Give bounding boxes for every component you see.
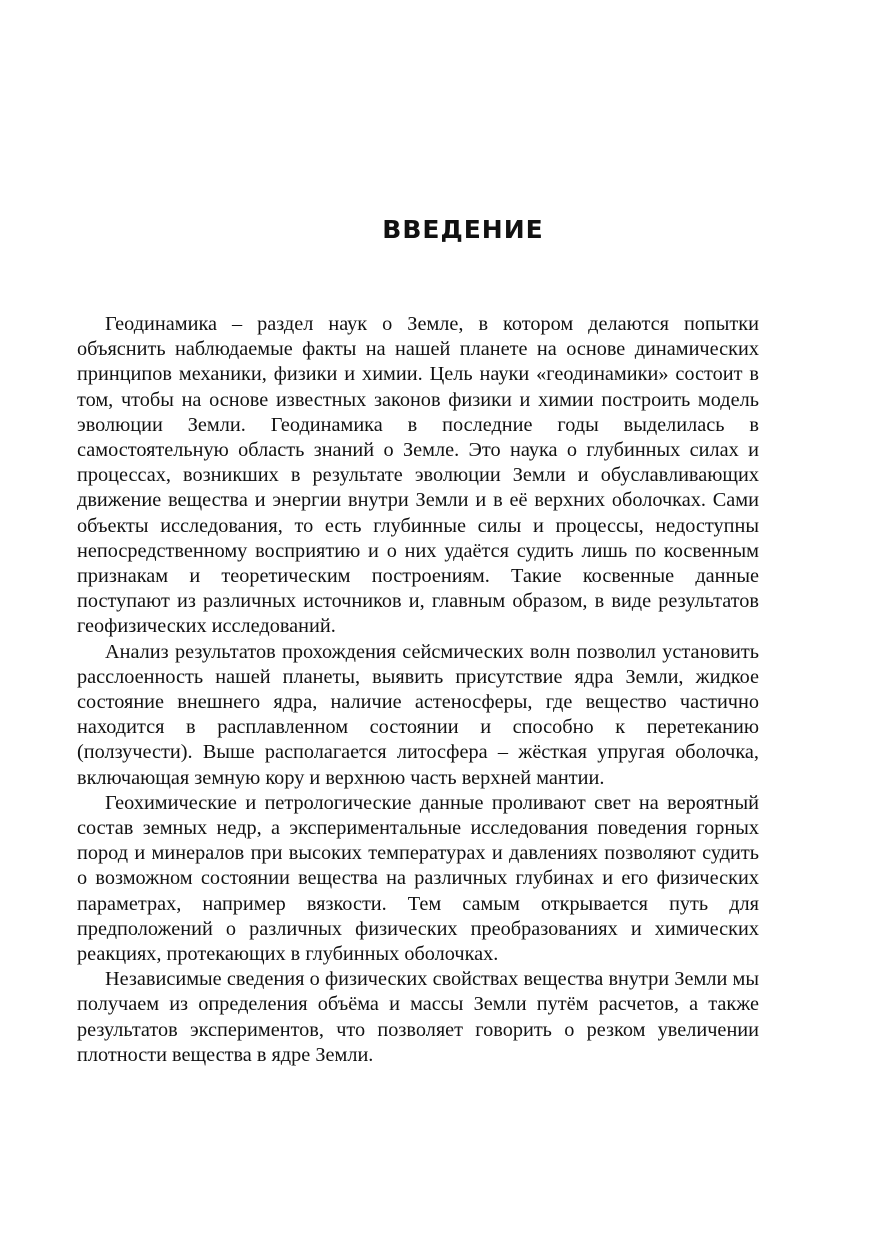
paragraph-3: Геохимические и петрологические данные проливают свет на вероятный состав земных недр, а экспериментальные исследования поведения горных пород и минералов при высоких температурах и давлениях позволяют судить о возможном состоянии вещества на различных глубинах и его физических параметрах, например вязкости. Тем самым открывается путь для предположений о различных физических преобразованиях и химических реакциях, протекающих в глубинных оболочках. bbox=[77, 791, 759, 966]
paragraph-1: Геодинамика – раздел наук о Земле, в котором делаются попытки объяснить наблюдаемые факты на нашей планете на основе динамических принципов механики, физики и химии. Цель науки «геодинамики» состоит в том, чтобы на основе известных законов физики и химии построить модель эволюции Земли. Геодинамика в последние годы выделилась в самостоятельную область знаний о Земле. Это наука о глубинных силах и процессах, возникших в результате эволюции Земли и обуславливающих движение вещества и энергии внутри Земли и в её верхних оболочках. Сами объекты исследования, то есть глубинные силы и процессы, недоступны непосредственному восприятию и о них удаётся судить лишь по косвенным признакам и теоретическим построениям. Такие косвенные данные поступают из различных источников и, главным образом, в виде результатов геофизических исследований. bbox=[77, 313, 759, 638]
chapter-title: ВВЕДЕНИЕ bbox=[382, 215, 544, 244]
body-text bbox=[77, 312, 759, 1068]
paragraph-2: Анализ результатов прохождения сейсмических волн позволил установить расслоенность нашей планеты, выявить присутствие ядра Земли, жидкое состояние внешнего ядра, наличие астеносферы, где вещество частично находится в расплавленном состоянии и способно к перетеканию (ползучести). Выше располагается литосфера – жёсткая упругая оболочка, включающая земную кору и верхнюю часть верхней мантии. bbox=[77, 640, 759, 789]
paragraph-4: Независимые сведения о физических свойствах вещества внутри Земли мы получаем из определения объёма и массы Земли путём расчетов, а также результатов экспериментов, что позволяет говорить о резком увеличении плотности вещества в ядре Земли. bbox=[77, 968, 759, 1066]
